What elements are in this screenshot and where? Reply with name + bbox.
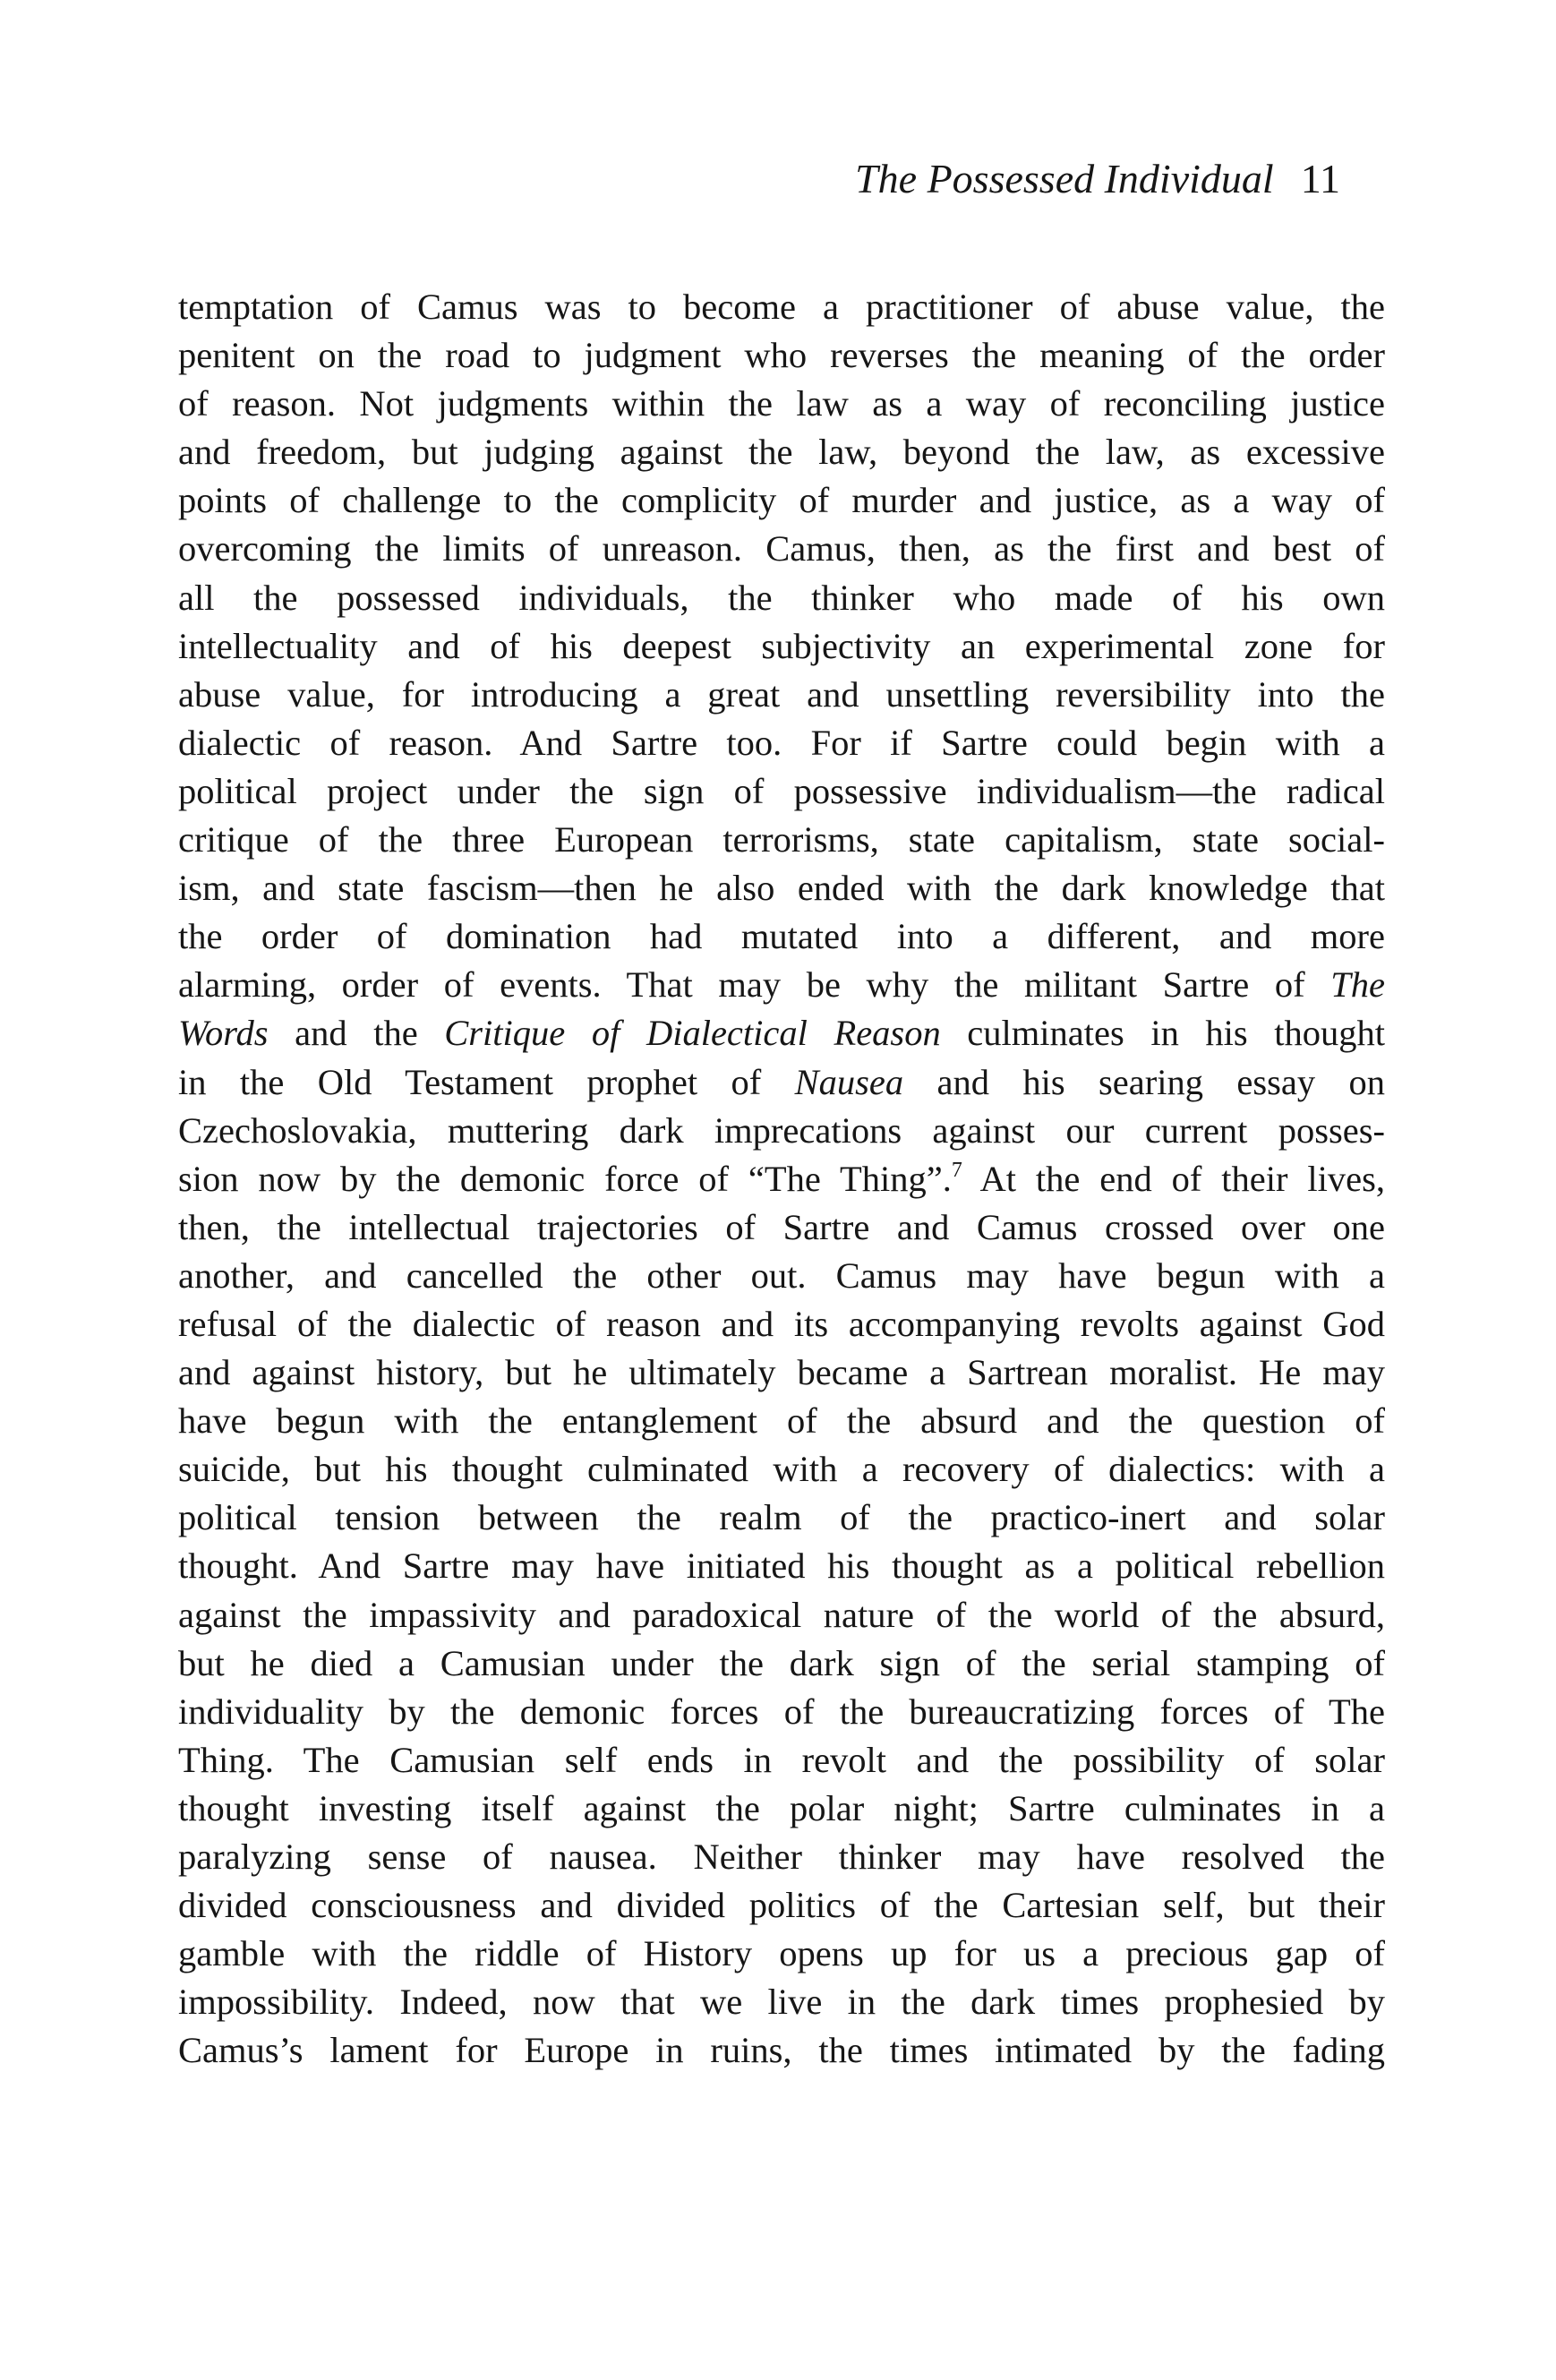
text-line: [178, 912, 1385, 961]
text-segment: suicide, but his thought culminated with a recovery of dialectics: with a: [178, 1449, 1385, 1490]
footnote-marker: 7: [951, 1158, 962, 1182]
text-line: [178, 1252, 1385, 1300]
text-segment: Thing. The Camusian self ends in revolt and the possibility of solar: [178, 1739, 1385, 1780]
text-line: [178, 428, 1385, 476]
text-segment: refusal of the dialectic of reason and its accompanying revolts against God: [178, 1303, 1385, 1344]
text-line: [178, 1881, 1385, 1930]
text-line: [178, 1542, 1385, 1590]
text-line: [178, 283, 1385, 331]
text-line: [178, 1348, 1385, 1397]
text-segment: and against history, but he ultimately became a Sartrean moralist. He may: [178, 1352, 1385, 1393]
text-segment: and his searing essay on: [903, 1061, 1385, 1102]
text-segment: overcoming the limits of unreason. Camus, then, as the first and best of: [178, 528, 1385, 569]
text-line: [178, 1203, 1385, 1252]
text-segment: thought investing itself against the polar night; Sartre culminates in a: [178, 1787, 1385, 1828]
text-segment: then, the intellectual trajectories of Sartre and Camus crossed over one: [178, 1206, 1385, 1247]
italic-title: Nausea: [794, 1061, 904, 1102]
text-segment: against the impassivity and paradoxical nature of the world of the absurd,: [178, 1594, 1385, 1635]
text-segment: in the Old Testament prophet of: [178, 1061, 795, 1102]
text-segment: and freedom, but judging against the law, beyond the law, as excessive: [178, 432, 1385, 473]
text-segment: the order of domination had mutated into a different, and more: [178, 916, 1385, 957]
text-line: [178, 622, 1385, 671]
text-line: [178, 1155, 1385, 1203]
text-segment: political project under the sign of possessive individualism—the radical: [178, 770, 1385, 811]
text-line: [178, 331, 1385, 380]
text-line: [178, 1107, 1385, 1155]
text-line: [178, 1591, 1385, 1639]
text-segment: all the possessed individuals, the thinker who made of his own: [178, 577, 1385, 618]
text-line: [178, 961, 1385, 1009]
text-segment: points of challenge to the complicity of murder and justice, as a way of: [178, 480, 1385, 521]
text-segment: Camus’s lament for Europe in ruins, the times intimated by the fading: [178, 2030, 1385, 2071]
body-text: [178, 283, 1385, 2075]
text-segment: gamble with the riddle of History opens up for us a precious gap of: [178, 1933, 1385, 1974]
text-line: [178, 1058, 1385, 1107]
text-segment: critique of the three European terrorisms, state capitalism, state social-: [178, 819, 1385, 860]
text-segment: dialectic of reason. And Sartre too. For if Sartre could begin with a: [178, 722, 1385, 763]
text-line: [178, 1009, 1385, 1057]
text-line: [178, 1785, 1385, 1833]
text-line: [178, 1397, 1385, 1445]
text-line: [178, 1300, 1385, 1348]
text-segment: of reason. Not judgments within the law as a way of reconciling justice: [178, 383, 1385, 424]
text-segment: impossibility. Indeed, now that we live in the dark times prophesied by: [178, 1982, 1385, 2023]
text-line: [178, 719, 1385, 767]
text-segment: divided consciousness and divided politics of the Cartesian self, but their: [178, 1885, 1385, 1926]
text-segment: At the end of their lives,: [962, 1158, 1385, 1199]
text-line: [178, 1978, 1385, 2026]
running-title: The Possessed Individual: [855, 156, 1274, 201]
text-segment: paralyzing sense of nausea. Neither thinker may have resolved the: [178, 1836, 1385, 1877]
text-line: [178, 1494, 1385, 1542]
text-segment: individuality by the demonic forces of the bureaucratizing forces of The: [178, 1691, 1385, 1732]
text-line: [178, 525, 1385, 573]
text-line: [178, 1736, 1385, 1785]
text-segment: Czechoslovakia, muttering dark imprecations against our current posses-: [178, 1109, 1385, 1151]
text-segment: temptation of Camus was to become a practitioner of abuse value, the: [178, 287, 1385, 327]
text-segment: have begun with the entanglement of the absurd and the question of: [178, 1400, 1385, 1442]
running-head: [855, 154, 1340, 204]
text-segment: thought. And Sartre may have initiated his thought as a political rebellion: [178, 1545, 1385, 1587]
italic-title: Words: [178, 1013, 269, 1054]
text-line: [178, 1833, 1385, 1881]
text-line: [178, 476, 1385, 525]
text-line: [178, 671, 1385, 719]
text-line: [178, 574, 1385, 622]
italic-title: Critique of Dialectical Reason: [444, 1013, 941, 1054]
page-number: 11: [1300, 156, 1340, 201]
text-segment: and the: [268, 1013, 445, 1054]
text-segment: culminates in his thought: [940, 1013, 1386, 1054]
text-segment: sion now by the demonic force of “The Thing”.: [178, 1158, 952, 1199]
text-line: [178, 1445, 1385, 1494]
text-line: [178, 1930, 1385, 1978]
text-line: [178, 1688, 1385, 1736]
text-line: [178, 864, 1385, 912]
text-segment: abuse value, for introducing a great and unsettling reversibility into the: [178, 673, 1385, 715]
text-line: [178, 1639, 1385, 1688]
text-segment: penitent on the road to judgment who reverses the meaning of the order: [178, 335, 1385, 376]
text-segment: ism, and state fascism—then he also ended with the dark knowledge that: [178, 868, 1385, 909]
text-line: [178, 816, 1385, 864]
text-line: [178, 380, 1385, 428]
text-segment: political tension between the realm of the practico-inert and solar: [178, 1497, 1385, 1538]
text-segment: alarming, order of events. That may be why the militant Sartre of: [178, 964, 1331, 1006]
text-line: [178, 767, 1385, 816]
italic-title: The: [1330, 964, 1385, 1006]
text-segment: another, and cancelled the other out. Camus may have begun with a: [178, 1254, 1385, 1296]
text-segment: but he died a Camusian under the dark sign of the serial stamping of: [178, 1642, 1385, 1683]
text-segment: intellectuality and of his deepest subjectivity an experimental zone for: [178, 625, 1385, 666]
text-line: [178, 2026, 1385, 2075]
